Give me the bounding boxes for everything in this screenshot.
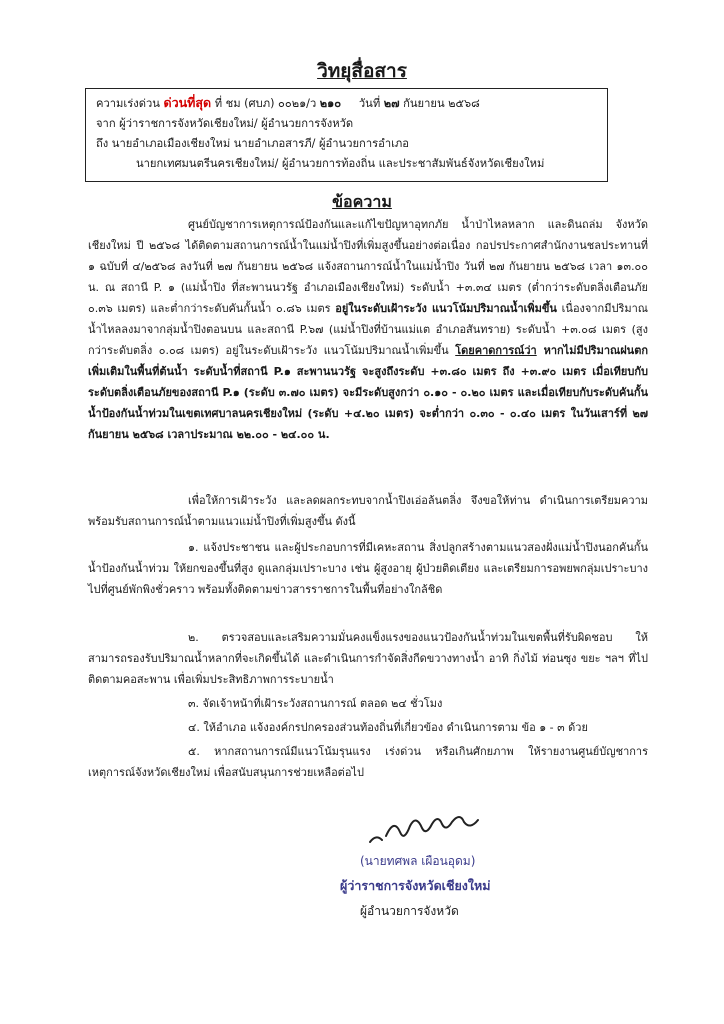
signer-role: ผู้อำนวยการจังหวัด <box>360 904 459 918</box>
date-day: ๒๗ <box>383 97 400 110</box>
paragraph-1-forecast-label: โดยคาดการณ์ว่า <box>455 344 537 357</box>
paragraph-1-highlight: อยู่ในระดับเฝ้าระวัง แนวโน้มปริมาณน้ำเพิ่มขึ้น <box>335 302 557 315</box>
reference-number: ๒๑๐ <box>319 97 342 110</box>
urgency-label: ความเร่งด่วน <box>96 97 160 110</box>
to-row-1: ถึง นายอำเภอเมืองเชียงใหม่ นายอำเภอสารภี/ ผู้อำนวยการอำเภอ <box>96 137 410 150</box>
from-row: จาก ผู้ว่าราชการจังหวัดเชียงใหม่/ ผู้อำนวยการจังหวัด <box>96 117 354 130</box>
to-row-2: นายกเทศมนตรีนครเชียงใหม่/ ผู้อำนวยการท้องถิ่น และประชาสัมพันธ์จังหวัดเชียงใหม่ <box>136 157 545 170</box>
document-title: วิทยุสื่อสาร <box>317 60 407 82</box>
list-item-1: ๑. แจ้งประชาชน และผู้ประกอบการที่มีเคหะสถาน สิ่งปลูกสร้างตามแนวสองฝั่งแม่น้ำปิงนอกคันกั้นน้ำป้องกันน้ำท่วม ให้ยกของขึ้นที่สูง ดูแลกลุ่มเปราะบาง เช่น ผู้สูงอายุ ผู้ป่วยติดเตียง และเตรียมการอพยพกลุ่มเปราะบางไปที่ศูนย์พักพิงชั่วคราว พร้อมทั้งติดตามข่าวสารราชการในพื้นที่อย่างใกล้ชิด <box>88 541 648 596</box>
date-label: วันที่ <box>358 97 381 110</box>
urgency-value: ด่วนที่สุด <box>163 95 212 110</box>
list-item-3: ๓. จัดเจ้าหน้าที่เฝ้าระวังสถานการณ์ ตลอด ๒๔ ชั่วโมง <box>188 697 443 710</box>
reference-label: ที่ ชม (ศบภ) ๐๐๒๑/ว <box>214 97 317 110</box>
paragraph-1-part-a: ศูนย์บัญชาการเหตุการณ์ป้องกันและแก้ไขปัญหาอุทกภัย น้ำป่าไหลหลาก และดินถล่ม จังหวัดเชียงใหม่ ปี ๒๕๖๘ ได้ติดตามสถานการณ์น้ำในแม่น้ำปิงที่เพิ่มสูงขึ้นอย่างต่อเนื่อง กอปรประกาศสำนักงานชลประทานที่ ๑ ฉบับที่ ๔/๒๕๖๘ ลงวันที่ ๒๗ กันยายน ๒๕๖๘ แจ้งสถานการณ์น้ำในแม่น้ำปิง วันที่ ๒๗ กันยายน ๒๕๖๘ เวลา ๑๓.๐๐ น. ณ สถานี P. ๑ (แม่น้ำปิง ที่สะพานนวรัฐ อำเภอเมืองเชียงใหม่) ระดับน้ำ +๓.๓๔ เมตร (ต่ำกว่าระดับตลิ่งเตือนภัย ๐.๓๖ เมตร) และต่ำกว่าระดับคันกั้นน้ำ ๐.๘๖ เมตร <box>88 218 648 315</box>
signer-position: ผู้ว่าราชการจังหวัดเชียงใหม่ <box>340 878 491 893</box>
date-rest: กันยายน ๒๕๖๘ <box>403 97 480 110</box>
paragraph-1-forecast: หากไม่มีปริมาณฝนตกเพิ่มเติมในพื้นที่ต้นน้ำ ระดับน้ำที่สถานี P.๑ สะพานนวรัฐ จะสูงถึงระดับ +๓.๘๐ เมตร ถึง +๓.๙๐ เมตร เมื่อเทียบกับระดับตลิ่งเตือนภัยของสถานี P.๑ (ระดับ ๓.๗๐ เมตร) จะมีระดับสูงกว่า ๐.๑๐ - ๐.๒๐ เมตร และเมื่อเทียบกับระดับคันกั้นน้ำป้องกันน้ำท่วมในเขตเทศบาลนครเชียงใหม่ (ระดับ +๔.๒๐ เมตร) จะต่ำกว่า ๐.๓๐ - ๐.๔๐ เมตร ในวันเสาร์ที่ ๒๗ กันยายน ๒๕๖๘ เวลาประมาณ ๒๒.๐๐ - ๒๔.๐๐ น. <box>88 344 648 441</box>
list-item-2: ๒. ตรวจสอบและเสริมความมั่นคงแข็งแรงของแนวป้องกันน้ำท่วมในเขตพื้นที่รับผิดชอบ ให้สามารถรองรับปริมาณน้ำหลากที่จะเกิดขึ้นได้ และดำเนินการกำจัดสิ่งกีดขวางทางน้ำ อาทิ กิ่งไม้ ท่อนซุง ขยะ ฯลฯ ที่ไปติดตามคอสะพาน เพื่อเพิ่มประสิทธิภาพการระบายน้ำ <box>88 631 648 686</box>
paragraph-1-part-c: เนื่องจากมีปริมาณน้ำไหลลงมาจากลุ่มน้ำปิงตอนบน และสถานี P.๖๗ (แม่น้ำปิงที่บ้านแม่แต อำเภอสันทราย) ระดับน้ำ +๓.๐๘ เมตร (สูงกว่าระดับตลิ่ง ๐.๐๘ เมตร) อยู่ในระดับเฝ้าระวัง แนวโน้มปริมาณน้ำเพิ่มขึ้น <box>88 302 648 357</box>
list-item-5: ๕. หากสถานการณ์มีแนวโน้มรุนแรง เร่งด่วน หรือเกินศักยภาพ ให้รายงานศูนย์บัญชาการเหตุการณ์จังหวัดเชียงใหม่ เพื่อสนับสนุนการช่วยเหลือต่อไป <box>88 745 648 779</box>
paragraph-2: เพื่อให้การเฝ้าระวัง และลดผลกระทบจากน้ำปิงเอ่อล้นตลิ่ง จึงขอให้ท่าน ดำเนินการเตรียมความพร้อมรับสถานการณ์น้ำตามแนวแม่น้ำปิงที่เพิ่มสูงขึ้น ดังนี้ <box>88 494 648 528</box>
signer-name: (นายทศพล เผือนอุดม) <box>360 854 476 868</box>
list-item-4: ๔. ให้อำเภอ แจ้งองค์กรปกครองส่วนท้องถิ่นที่เกี่ยวข้อง ดำเนินการตาม ข้อ ๑ - ๓ ด้วย <box>188 721 588 734</box>
section-title: ข้อความ <box>332 192 392 211</box>
